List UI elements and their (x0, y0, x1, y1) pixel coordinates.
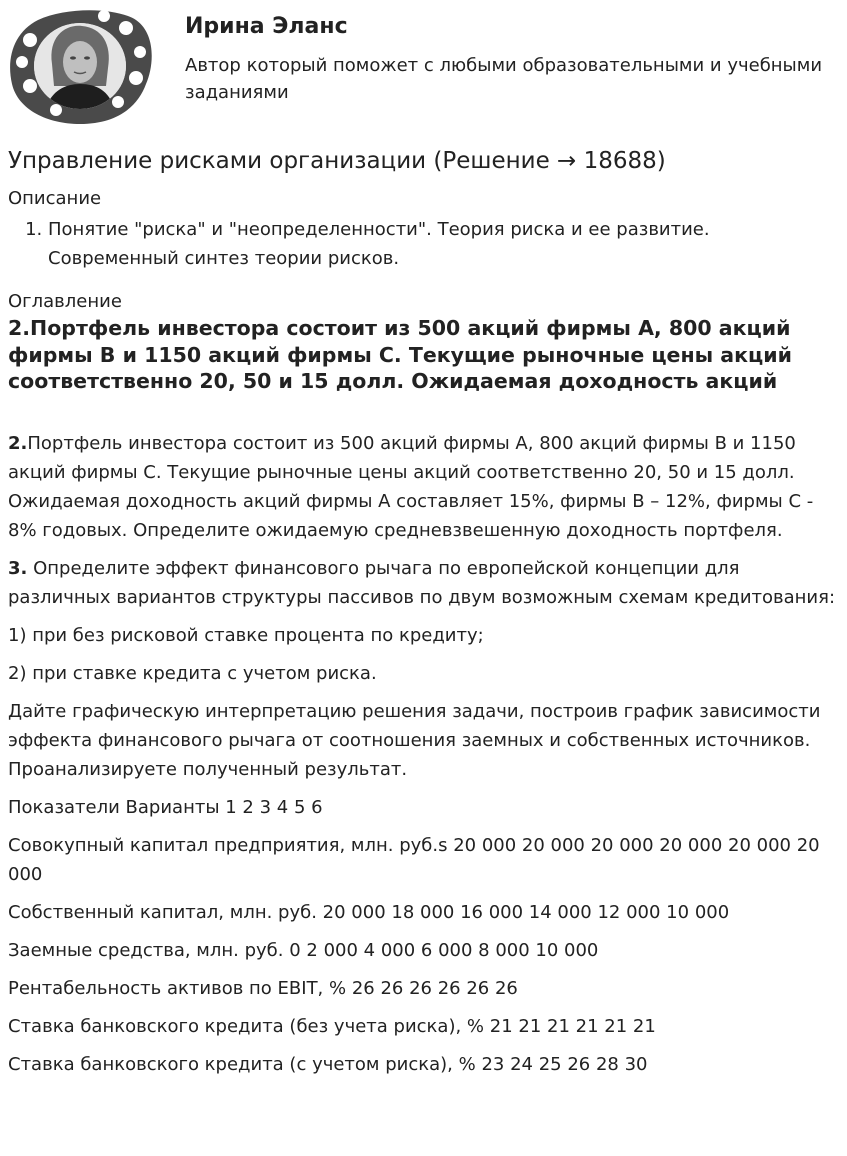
avatar-film-frame-icon (8, 6, 153, 126)
content-paragraph: Совокупный капитал предприятия, млн. руб.s 20 000 20 000 20 000 20 000 20 000 20 000 (8, 835, 820, 885)
description-list (8, 215, 808, 273)
author-name[interactable]: Ирина Эланс (185, 14, 348, 39)
task-3-number: 3. (8, 558, 28, 579)
task-2-paragraph (8, 429, 840, 545)
content-paragraph: Рентабельность активов по EBIT, % 26 26 26 26 26 26 (8, 978, 518, 999)
author-avatar[interactable] (8, 6, 153, 126)
author-block (8, 6, 838, 126)
task-3-paragraph (8, 554, 840, 612)
content-paragraph: Ставка банковского кредита (с учетом риска), % 23 24 25 26 28 30 (8, 1054, 648, 1075)
content-body (8, 429, 840, 1088)
content-paragraph: Ставка банковского кредита (без учета риска), % 21 21 21 21 21 21 (8, 1016, 656, 1037)
content-paragraph: Показатели Варианты 1 2 3 4 5 6 (8, 797, 323, 818)
task-3-text: Определите эффект финансового рычага по европейской концепции для различных вариантов структуры пассивов по двум возможным схемам кредитования: (8, 558, 836, 608)
content-paragraph: Заемные средства, млн. руб. 0 2 000 4 000 6 000 8 000 10 000 (8, 940, 599, 961)
task-2-text: Портфель инвестора состоит из 500 акций фирмы А, 800 акций фирмы В и 1150 акций фирмы С. Текущие рыночные цены акций соответственно 20, 50 и 15 долл. Ожидаемая доходность акций фирмы А составляет 15%, фирмы В – 12%, фирмы С - 8% годовых. Определите ожидаемую средневзвешенную доходность портфеля. (8, 433, 814, 541)
content-paragraph: 2) при ставке кредита с учетом риска. (8, 663, 377, 684)
content-paragraph: 1) при без рисковой ставке процента по кредиту; (8, 625, 484, 646)
content-paragraph: Дайте графическую интерпретацию решения задачи, построив график зависимости эффекта финансового рычага от соотношения заемных и собственных источников. Проанализируете полученный результат. (8, 701, 821, 780)
toc-heading: 2.Портфель инвестора состоит из 500 акций фирмы А, 800 акций фирмы В и 1150 акций фирмы С. Текущие рыночные цены акций соответственно 20, 50 и 15 долл. Ожидаемая доходность акций (8, 316, 792, 393)
toc-label: Оглавление (8, 291, 122, 312)
author-description: Автор который поможет с любыми образовательными и учебными заданиями (185, 55, 823, 103)
content-paragraph: Собственный капитал, млн. руб. 20 000 18 000 16 000 14 000 12 000 10 000 (8, 902, 730, 923)
page-title: Управление рисками организации (Решение → 18688) (8, 148, 666, 174)
task-2-number: 2. (8, 433, 28, 454)
description-label: Описание (8, 188, 102, 209)
description-list-item: 1. Понятие "риска" и "неопределенности". Теория риска и ее развитие. Современный синтез теории рисков. (48, 215, 808, 273)
